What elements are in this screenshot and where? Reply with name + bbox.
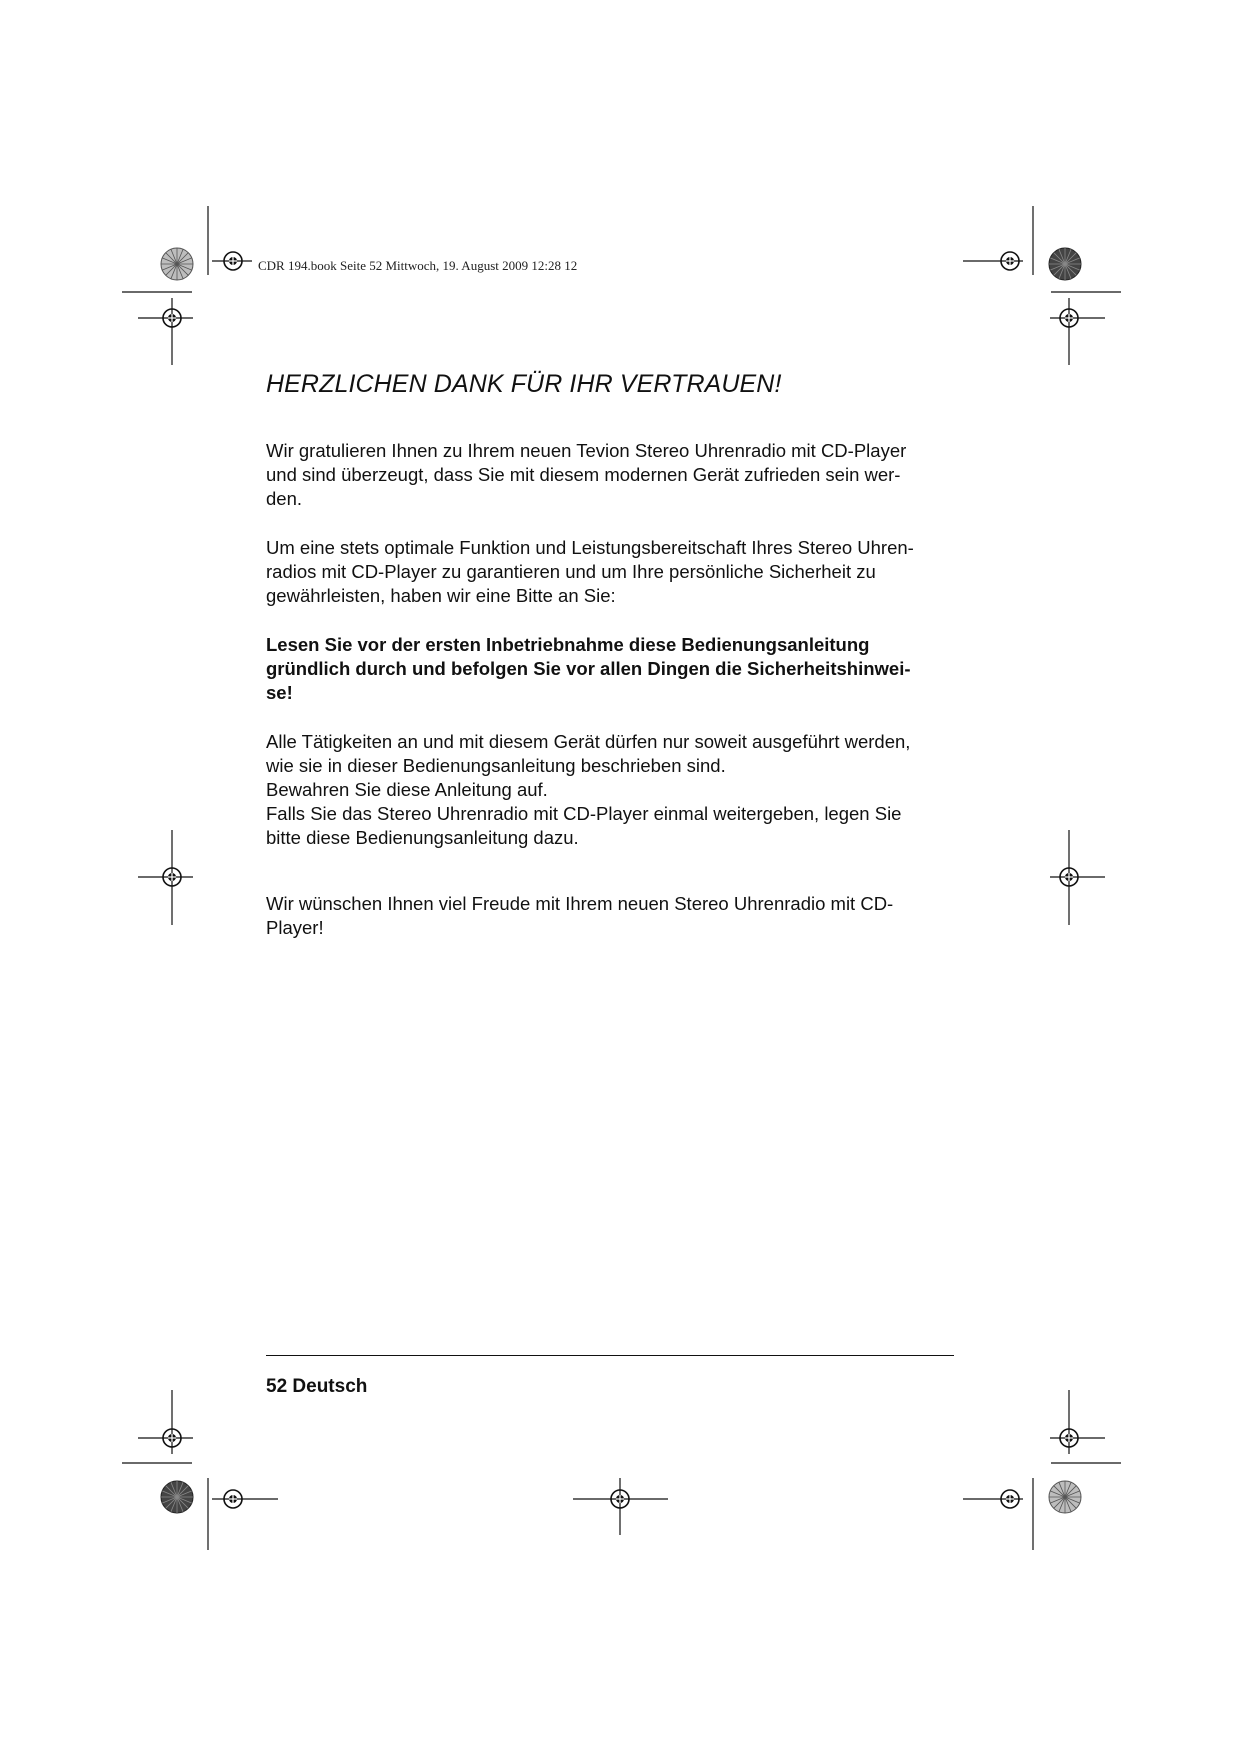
text-line: radios mit CD-Player zu garantieren und um Ihre persönliche Sicherheit zu — [266, 561, 876, 582]
text-line: Falls Sie das Stereo Uhrenradio mit CD-Player einmal weitergeben, legen Sie — [266, 803, 902, 824]
page-number-label: 52 Deutsch — [266, 1376, 368, 1397]
text-line: Wir wünschen Ihnen viel Freude mit Ihrem neuen Stereo Uhrenradio mit CD- — [266, 893, 894, 914]
text-line: se! — [266, 682, 293, 703]
paragraph-congratulations — [266, 439, 966, 511]
text-line: Wir gratulieren Ihnen zu Ihrem neuen Tevion Stereo Uhrenradio mit CD-Player — [266, 440, 907, 461]
paragraph-request — [266, 536, 966, 608]
text-line: gründlich durch und befolgen Sie vor allen Dingen die Sicherheitshinwei- — [266, 658, 911, 679]
text-line: wie sie in dieser Bedienungsanleitung beschrieben sind. — [266, 755, 726, 776]
text-line: und sind überzeugt, dass Sie mit diesem modernen Gerät zufrieden sein wer- — [266, 464, 901, 485]
text-line: Um eine stets optimale Funktion und Leistungsbereitschaft Ihres Stereo Uhren- — [266, 537, 914, 558]
page-title: HERZLICHEN DANK FÜR IHR VERTRAUEN! — [266, 370, 782, 398]
text-line: Bewahren Sie diese Anleitung auf. — [266, 779, 548, 800]
text-line: bitte diese Bedienungsanleitung dazu. — [266, 827, 579, 848]
text-line: Player! — [266, 917, 324, 938]
text-line: gewährleisten, haben wir eine Bitte an Sie: — [266, 585, 616, 606]
text-line: Lesen Sie vor der ersten Inbetriebnahme diese Bedienungsanleitung — [266, 634, 870, 655]
page-content — [266, 370, 966, 965]
footer-divider — [266, 1355, 954, 1356]
paragraph-instructions — [266, 730, 966, 850]
print-header: CDR 194.book Seite 52 Mittwoch, 19. August 2009 12:28 12 — [258, 258, 578, 273]
paragraph-safety-notice — [266, 633, 966, 705]
paragraph-closing — [266, 892, 966, 940]
text-line: Alle Tätigkeiten an und mit diesem Gerät dürfen nur soweit ausgeführt werden, — [266, 731, 911, 752]
text-line: den. — [266, 488, 303, 509]
